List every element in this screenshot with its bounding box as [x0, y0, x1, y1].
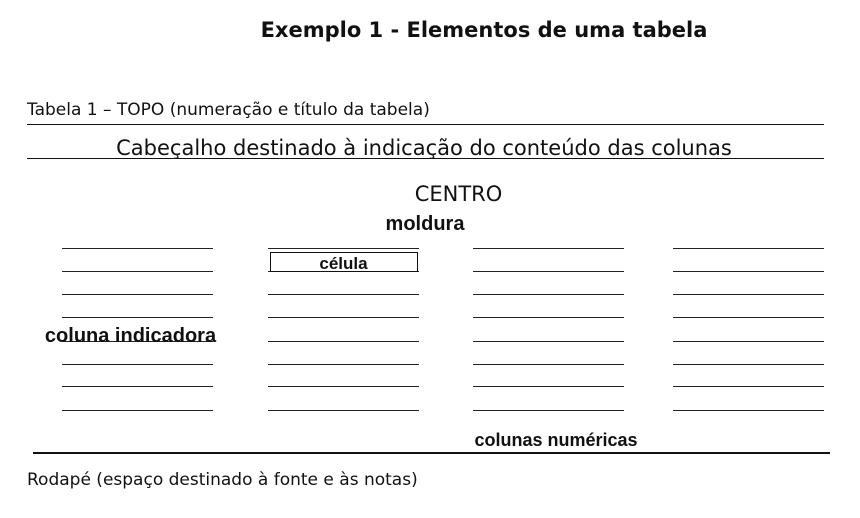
moldura-label: moldura [385, 213, 465, 235]
cell-line-c1-r8 [62, 410, 213, 411]
cell-line-c2-r4 [268, 317, 419, 318]
cell-line-c1-r3 [62, 294, 213, 295]
cell-line-c4-r6 [673, 364, 824, 365]
cell-line-c3-r8 [473, 410, 624, 411]
cell-line-c4-r3 [673, 294, 824, 295]
cell-line-c3-r3 [473, 294, 624, 295]
cell-line-c2-r3 [268, 294, 419, 295]
rodape-label: Rodapé (espaço destinado à fonte e às notas) [27, 470, 418, 490]
cell-line-c3-r7 [473, 386, 624, 387]
cell-line-c4-r2 [673, 271, 824, 272]
cell-line-c4-r7 [673, 386, 824, 387]
celula-label: célula [319, 254, 368, 273]
cell-line-c2-r1 [268, 248, 419, 249]
cell-line-c1-r7 [62, 386, 213, 387]
top-rule [27, 124, 824, 125]
cell-line-c4-r1 [673, 248, 824, 249]
cell-line-c1-r4 [62, 317, 213, 318]
cell-line-c2-r8 [268, 410, 419, 411]
bottom-rule [33, 452, 830, 454]
cell-line-c1-r6 [62, 364, 213, 365]
cell-line-c1-r1 [62, 248, 213, 249]
diagram-title: Exemplo 1 - Elementos de uma tabela [260, 18, 708, 42]
cell-line-c4-r8 [673, 410, 824, 411]
cell-line-c3-r5 [473, 341, 624, 342]
cell-line-c3-r1 [473, 248, 624, 249]
cell-line-c3-r4 [473, 317, 624, 318]
cell-line-c4-r4 [673, 317, 824, 318]
cell-line-c2-r5 [268, 341, 419, 342]
header-rule [27, 158, 824, 159]
header-label: Cabeçalho destinado à indicação do conteúdo das colunas [116, 136, 732, 160]
cell-line-c4-r5 [673, 341, 824, 342]
centro-label: CENTRO [414, 182, 503, 206]
cell-line-c2-r6 [268, 364, 419, 365]
colunas-numericas-label: colunas numéricas [474, 430, 638, 450]
cell-line-c2-r7 [268, 386, 419, 387]
topo-label: Tabela 1 – TOPO (numeração e título da tabela) [27, 100, 430, 120]
cell-line-c3-r6 [473, 364, 624, 365]
coluna-indicadora-label: coluna indicadora [44, 325, 217, 347]
